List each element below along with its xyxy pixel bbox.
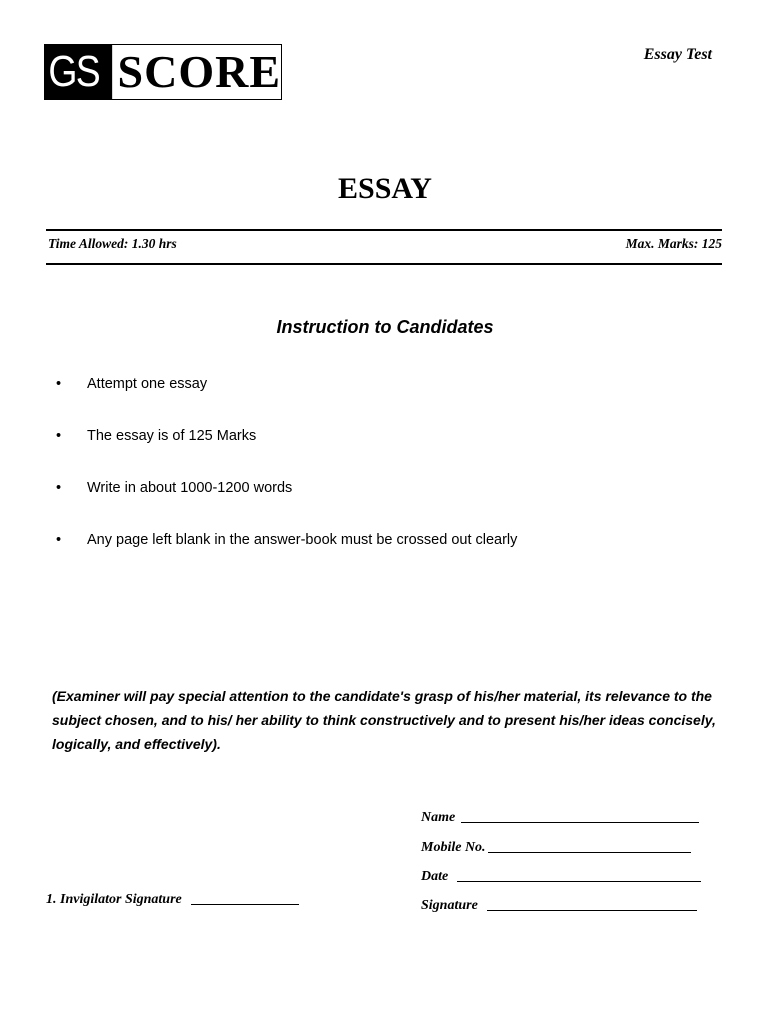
mobile-label: Mobile No. bbox=[421, 840, 486, 855]
test-type-label: Essay Test bbox=[643, 46, 712, 63]
bullet-icon: • bbox=[56, 532, 62, 548]
logo-score: SCORE bbox=[117, 46, 281, 97]
max-marks: Max. Marks: 125 bbox=[625, 236, 722, 251]
logo-gs: GS bbox=[45, 45, 112, 99]
instruction-text: Write in about 1000-1200 words bbox=[87, 480, 293, 496]
invigilator-signature-field[interactable] bbox=[46, 892, 299, 908]
bottom-rule bbox=[46, 263, 722, 265]
list-item bbox=[56, 478, 517, 530]
invigilator-label: 1. Invigilator Signature bbox=[46, 892, 182, 907]
list-item bbox=[56, 530, 517, 582]
name-line[interactable] bbox=[461, 822, 699, 823]
bullet-icon: • bbox=[56, 480, 62, 496]
signature-field[interactable] bbox=[421, 898, 697, 914]
list-item bbox=[56, 374, 517, 426]
top-rule bbox=[46, 229, 722, 231]
page-title: ESSAY bbox=[338, 172, 432, 205]
bullet-icon: • bbox=[56, 376, 62, 392]
gs-score-logo bbox=[44, 44, 282, 100]
instructions-list bbox=[56, 374, 517, 582]
examiner-note: (Examiner will pay special attention to the candidate's grasp of his/her material, its relevance to the subject chosen, and to his/ her ability to think constructively and to present his/her ideas concisely, logically, and effectively). bbox=[52, 688, 716, 752]
list-item bbox=[56, 426, 517, 478]
signature-line[interactable] bbox=[487, 910, 697, 911]
time-allowed: Time Allowed: 1.30 hrs bbox=[48, 236, 177, 251]
signature-label: Signature bbox=[421, 898, 478, 913]
bullet-icon: • bbox=[56, 428, 62, 444]
date-line[interactable] bbox=[457, 881, 701, 882]
mobile-line[interactable] bbox=[488, 852, 691, 853]
instructions-heading: Instruction to Candidates bbox=[276, 317, 494, 337]
date-label: Date bbox=[421, 869, 449, 884]
name-field[interactable] bbox=[421, 810, 699, 826]
instruction-text: Attempt one essay bbox=[87, 376, 208, 392]
instruction-text: Any page left blank in the answer-book must be crossed out clearly bbox=[87, 532, 518, 548]
name-label: Name bbox=[421, 810, 456, 825]
mobile-field[interactable] bbox=[421, 840, 691, 856]
invigilator-line[interactable] bbox=[191, 904, 299, 905]
instruction-text: The essay is of 125 Marks bbox=[87, 428, 257, 444]
date-field[interactable] bbox=[421, 869, 701, 885]
